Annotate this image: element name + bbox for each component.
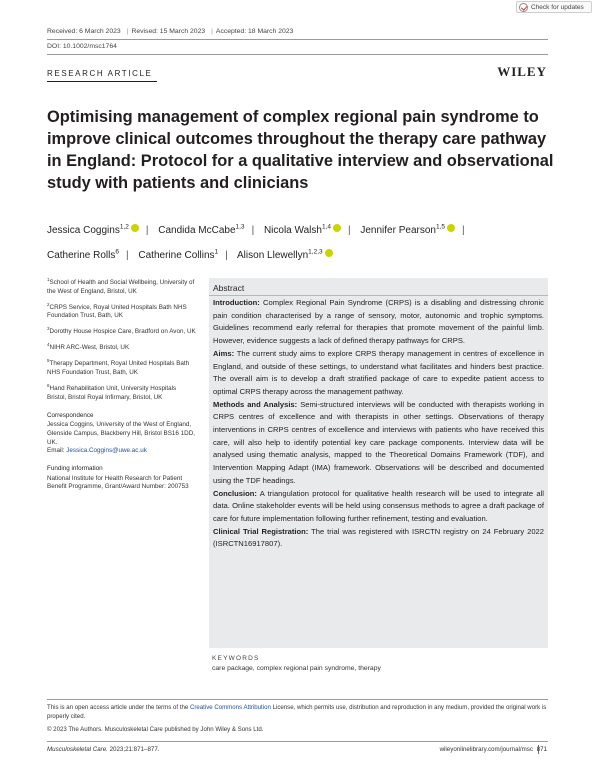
author-affiliation-marker: 6: [115, 248, 119, 256]
affiliation: [47, 341, 197, 353]
affiliation: [47, 382, 197, 403]
affiliation: [47, 301, 197, 322]
abstract-heading: Abstract: [213, 283, 245, 293]
publisher-logo: WILEY: [497, 64, 547, 79]
email-label: Email:: [47, 447, 65, 455]
author[interactable]: [237, 250, 333, 261]
keywords-heading: KEYWORDS: [212, 655, 260, 662]
received-date: Received: 6 March 2023: [47, 28, 121, 35]
abstract-section-text: A triangulation protocol for qualitative health research will be used to integrate all data. Online stakeholder events will be held using consensus methods to agree a draft package of care for future implementation following further refinement, testing and evaluation.: [213, 488, 544, 523]
affiliation-text: Hand Rehabilitation Unit, University Hospitals Bristol, Bristol Royal Infirmary, Bristol, UK: [47, 385, 177, 401]
affiliation: [47, 325, 197, 337]
funding-text: National Institute for Health Research for Patient Benefit Programme, Grant/Award Number: 200753: [47, 474, 189, 491]
header-divider: [47, 54, 548, 55]
affiliation-text: Dorothy House Hospice Care, Bradford on Avon, UK: [49, 328, 196, 336]
orcid-icon[interactable]: [447, 224, 455, 232]
copyright: © 2023 The Authors. Musculoskeletal Care published by John Wiley & Sons Ltd.: [47, 726, 264, 733]
author-affiliation-marker: 1,5: [435, 224, 446, 231]
abstract-section: [213, 526, 544, 551]
author-list: [47, 217, 557, 266]
license-note: [47, 704, 551, 721]
abstract-section-label: Aims:: [213, 348, 235, 358]
abstract-section-label: Methods and Analysis:: [213, 399, 298, 409]
license-text-after: License, which permits use, distribution and reproduction in any medium, provided the original work is properly cited.: [47, 704, 547, 720]
article-title: Optimising management of complex regional pain syndrome to improve clinical outcomes throughout the therapy care pathway in England: Protocol for a qualitative interview and observational study with patients and clinicians: [47, 108, 554, 192]
affiliation-number: 2: [47, 301, 50, 307]
sidebar-info: [47, 276, 197, 492]
author-separator: |: [225, 249, 228, 261]
orcid-icon[interactable]: [131, 224, 139, 232]
abstract-section: [213, 348, 544, 399]
abstract-section-label: Conclusion:: [213, 488, 257, 498]
abstract-section-label: Introduction:: [213, 298, 260, 307]
author-name: Jessica Coggins: [47, 225, 120, 237]
abstract-section-text: The current study aims to explore CRPS therapy management in centres of excellence in England, and outside of these settings, to understand what facilitates and hinders best practice. The overall aim is to develop a draft stratified package of care to expedite patient access to optimal CRPS therapy across the management pathway.: [213, 348, 544, 396]
affiliation-number: 5: [47, 358, 50, 364]
citation-details: 2023;21:871–877.: [107, 746, 160, 753]
keywords-text: care package, complex regional pain syndrome, therapy: [212, 665, 381, 672]
affiliation-list: [47, 276, 197, 403]
journal-url[interactable]: wileyonlinelibrary.com/journal/msc: [439, 746, 533, 753]
affiliation-text: Therapy Department, Royal United Hospitals Bath NHS Foundation Trust, Bath, UK: [47, 360, 190, 377]
author-name: Candida McCabe: [158, 225, 236, 237]
author-name: Catherine Collins: [138, 249, 215, 261]
author-separator: |: [145, 225, 149, 237]
abstract-section-text: Complex Regional Pain Syndrome (CRPS) is a disabling and distressing chronic pain condition characterised by a range of sensory, motor, autonomic and trophic symptoms. Guidelines recommend early referral for therapies that promote movement of the painful limb. However, evidence suggests a lack of defined therapy pathways for CRPS.: [213, 298, 544, 346]
date-separator: |: [126, 28, 129, 35]
affiliation-text: NIHR ARC-West, Bristol, UK: [49, 344, 130, 352]
author[interactable]: [138, 250, 218, 261]
author-separator: |: [126, 249, 129, 261]
affiliation-number: 3: [47, 326, 50, 332]
journal-name: Musculoskeletal Care.: [47, 746, 108, 753]
affiliation-number: 1: [47, 277, 50, 282]
author-separator: |: [251, 225, 255, 237]
header-divider: [47, 39, 548, 40]
journal-citation: [47, 746, 160, 753]
footnote-divider: [47, 699, 548, 700]
correspondence-email: [47, 447, 197, 456]
author-separator: |: [462, 225, 465, 237]
author[interactable]: [360, 225, 455, 236]
abstract-body: [213, 297, 544, 551]
correspondence-heading: Correspondence: [47, 411, 94, 419]
article-type-underline: [47, 81, 157, 82]
affiliation: [47, 276, 197, 297]
abstract-section: [213, 488, 544, 526]
orcid-icon[interactable]: [325, 249, 333, 257]
article-type: RESEARCH ARTICLE: [47, 69, 153, 78]
abstract-section: [213, 399, 544, 488]
abstract-divider: [209, 295, 548, 296]
author-name: Alison Llewellyn: [237, 249, 309, 261]
author-affiliation-marker: 1: [214, 248, 219, 256]
author-name: Jennifer Pearson: [360, 225, 436, 237]
affiliation-text: School of Health and Social Wellbeing, University of the West of England, Bristol, UK: [47, 279, 195, 295]
orcid-icon[interactable]: [333, 224, 341, 232]
author[interactable]: [47, 225, 139, 236]
license-link[interactable]: Creative Commons Attribution: [189, 704, 271, 711]
funding-heading: Funding information: [47, 465, 103, 473]
check-updates-icon: [519, 3, 528, 12]
page-number: 871: [536, 746, 547, 753]
abstract-section-text: Semi-structured interviews will be conducted with therapists working in CRPS centres of excellence and with therapists in other settings. Observations of therapy interventions in CRPS centres of excellence and interviews with patients who have received this care, will also help to identify potential key care package components. Interview data will be analysed using thematic analysis, mapped to the Theoretical Domains Framework (TDF), and Intervention Mapping Adapt (IMA) framework. Observations will be described and documented using the TDF headings.: [213, 399, 544, 485]
abstract-section: [213, 297, 544, 348]
author-affiliation-marker: 1,2,3: [308, 248, 323, 256]
doi[interactable]: DOI: 10.1002/msc1764: [47, 43, 117, 50]
check-for-updates-badge[interactable]: [516, 1, 592, 13]
license-text-before: This is an open access article under the terms of the: [47, 704, 190, 711]
date-separator: |: [211, 28, 213, 35]
abstract-section-label: Clinical Trial Registration:: [213, 526, 309, 536]
author[interactable]: [264, 225, 341, 236]
revised-date: Revised: 15 March 2023: [131, 28, 206, 35]
affiliation: [47, 357, 197, 378]
email-link[interactable]: Jessica.Coggins@uwe.ac.uk: [66, 447, 147, 455]
correspondence-text: Jessica Coggins, University of the West of England, Glenside Campus, Blackberry Hill, Bristol BS16 1DD, UK.: [47, 421, 196, 446]
author-name: Catherine Rolls: [47, 249, 116, 261]
author-affiliation-marker: 1,2: [119, 224, 129, 231]
author-name: Nicola Walsh: [263, 225, 322, 237]
accepted-date: Accepted: 18 March 2023: [215, 28, 294, 35]
author-affiliation-marker: 1,3: [235, 224, 245, 231]
abstract-box: [209, 278, 548, 648]
affiliation-text: CRPS Service, Royal United Hospitals Bath NHS Foundation Trust, Bath, UK: [47, 303, 187, 320]
article-dates: [47, 28, 296, 35]
author-separator: |: [347, 225, 351, 237]
author[interactable]: [47, 250, 119, 261]
author[interactable]: [158, 225, 244, 236]
affiliation-number: 4: [47, 342, 50, 348]
check-updates-label: Check for updates: [531, 3, 584, 11]
abstract-section-text: The trial was registered with ISRCTN registry on 24 February 2022 (ISRCTN16917807).: [213, 526, 544, 549]
affiliation-number: 6: [47, 383, 50, 389]
author-affiliation-marker: 1,4: [321, 224, 331, 231]
footer-divider: [47, 741, 548, 742]
